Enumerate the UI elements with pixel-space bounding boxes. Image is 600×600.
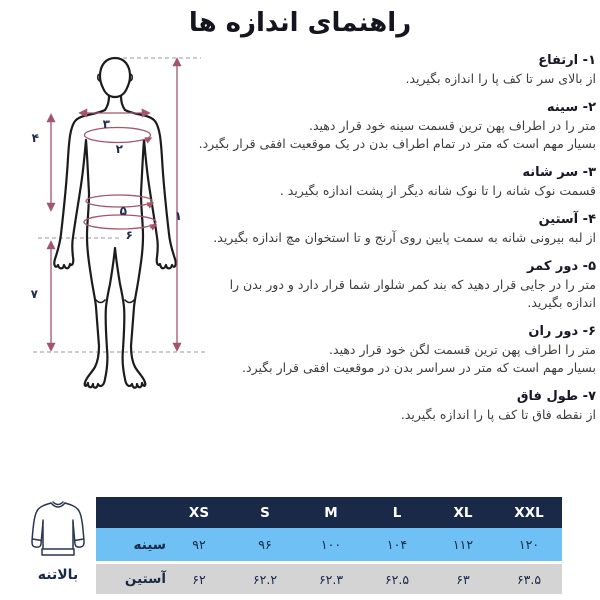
chest-value-m: ۱۰۰ (320, 537, 342, 552)
head-outline (100, 58, 130, 97)
header-size-xs: XS (188, 504, 210, 521)
section-text: از بالای سر تا کف پا را اندازه بگیرید. (405, 71, 596, 86)
sweatshirt-icon (27, 498, 89, 560)
garment-category (22, 498, 94, 583)
row-label-sleeve: آستین (124, 571, 166, 587)
sleeve-value-xxl: ۶۳.۵ (516, 571, 542, 587)
section-heading: ۷- طول فاق (516, 389, 596, 404)
section-heading: ۳- سر شانه (522, 165, 596, 180)
header-size-l: L (392, 504, 402, 521)
section-text: اندازه بگیرید. (527, 295, 596, 310)
row-label-chest: سینه (133, 536, 166, 553)
knee-mark-right (125, 300, 134, 303)
table-row-chest (96, 528, 562, 561)
table-row-sleeve (96, 564, 562, 594)
section-text: قسمت نوک شانه را تا نوک شانه دیگر از پشت اندازه بگیرید . (279, 183, 596, 198)
sleeve-value-xs: ۶۲ (192, 571, 206, 587)
section-text: متر را در اطراف پهن ترین قسمت سینه خود قرار دهید. (308, 118, 596, 133)
label-inseam-7: ۷ (30, 287, 38, 301)
page-title: راهنمای اندازه ها (188, 8, 412, 38)
section-text: متر را اطراف پهن ترین قسمت لگن خود قرار دهید. (329, 342, 596, 357)
section-crotch (150, 388, 596, 424)
header-size-xl: XL (453, 504, 473, 521)
section-thigh (150, 323, 596, 377)
section-chest (150, 99, 596, 153)
size-table-header-row (96, 497, 562, 528)
garment-category-label: بالاتنه (37, 567, 79, 583)
label-height-1: ۱ (174, 209, 182, 223)
label-waist-5: ۵ (119, 204, 127, 218)
section-text: بسیار مهم است که متر در تمام اطراف بدن در یک موقعیت افقی قرار بگیرد. (198, 136, 596, 151)
label-chest-2: ۲ (115, 142, 123, 156)
section-height (150, 52, 596, 88)
size-table (96, 497, 562, 594)
label-sleeve-4: ۴ (31, 131, 39, 145)
section-sleeve (150, 211, 596, 247)
chest-value-xxl: ۱۲۰ (518, 537, 540, 552)
chest-value-xl: ۱۱۲ (452, 537, 474, 552)
section-text: از لبه بیرونی شانه به سمت پایین روی آرنج و تا استخوان مچ اندازه بگیرید. (213, 230, 596, 245)
sleeve-value-xl: ۶۳ (456, 571, 470, 587)
section-heading: ۵- دور کمر (527, 259, 596, 274)
label-shoulder-3: ۳ (102, 117, 110, 131)
section-waist (150, 258, 596, 312)
measure-ellipse-chest (85, 128, 151, 143)
chest-value-xs: ۹۲ (192, 537, 206, 552)
chest-value-s: ۹۶ (258, 537, 272, 552)
section-text: بسیار مهم است که متر در سراسر بدن در موقعیت افقی قرار بگیرد. (242, 360, 596, 375)
header-size-m: M (324, 504, 338, 521)
label-hip-6: ۶ (125, 228, 133, 242)
header-size-xxl: XXL (514, 504, 544, 521)
sleeve-value-l: ۶۲.۵ (384, 571, 410, 587)
neck-left (105, 96, 109, 110)
neck-right (121, 96, 125, 110)
section-heading: ۱- ارتفاع (538, 53, 596, 68)
section-heading: ۶- دور ران (528, 324, 596, 339)
section-heading: ۴- آستین (538, 212, 596, 227)
knee-mark-left (96, 300, 105, 303)
measurement-instructions (150, 52, 596, 435)
section-text: متر را در جایی قرار دهید که بند کمر شلوار شما قرار دارد و دور بدن را (229, 277, 596, 292)
section-shoulder (150, 164, 596, 200)
section-heading: ۲- سینه (546, 100, 596, 115)
sleeve-value-s: ۶۲.۲ (252, 571, 278, 587)
sleeve-value-m: ۶۲.۳ (318, 571, 344, 587)
chest-value-l: ۱۰۴ (386, 537, 408, 552)
section-text: از نقطه فاق تا کف پا را اندازه بگیرید. (400, 407, 596, 422)
header-size-s: S (260, 504, 270, 521)
